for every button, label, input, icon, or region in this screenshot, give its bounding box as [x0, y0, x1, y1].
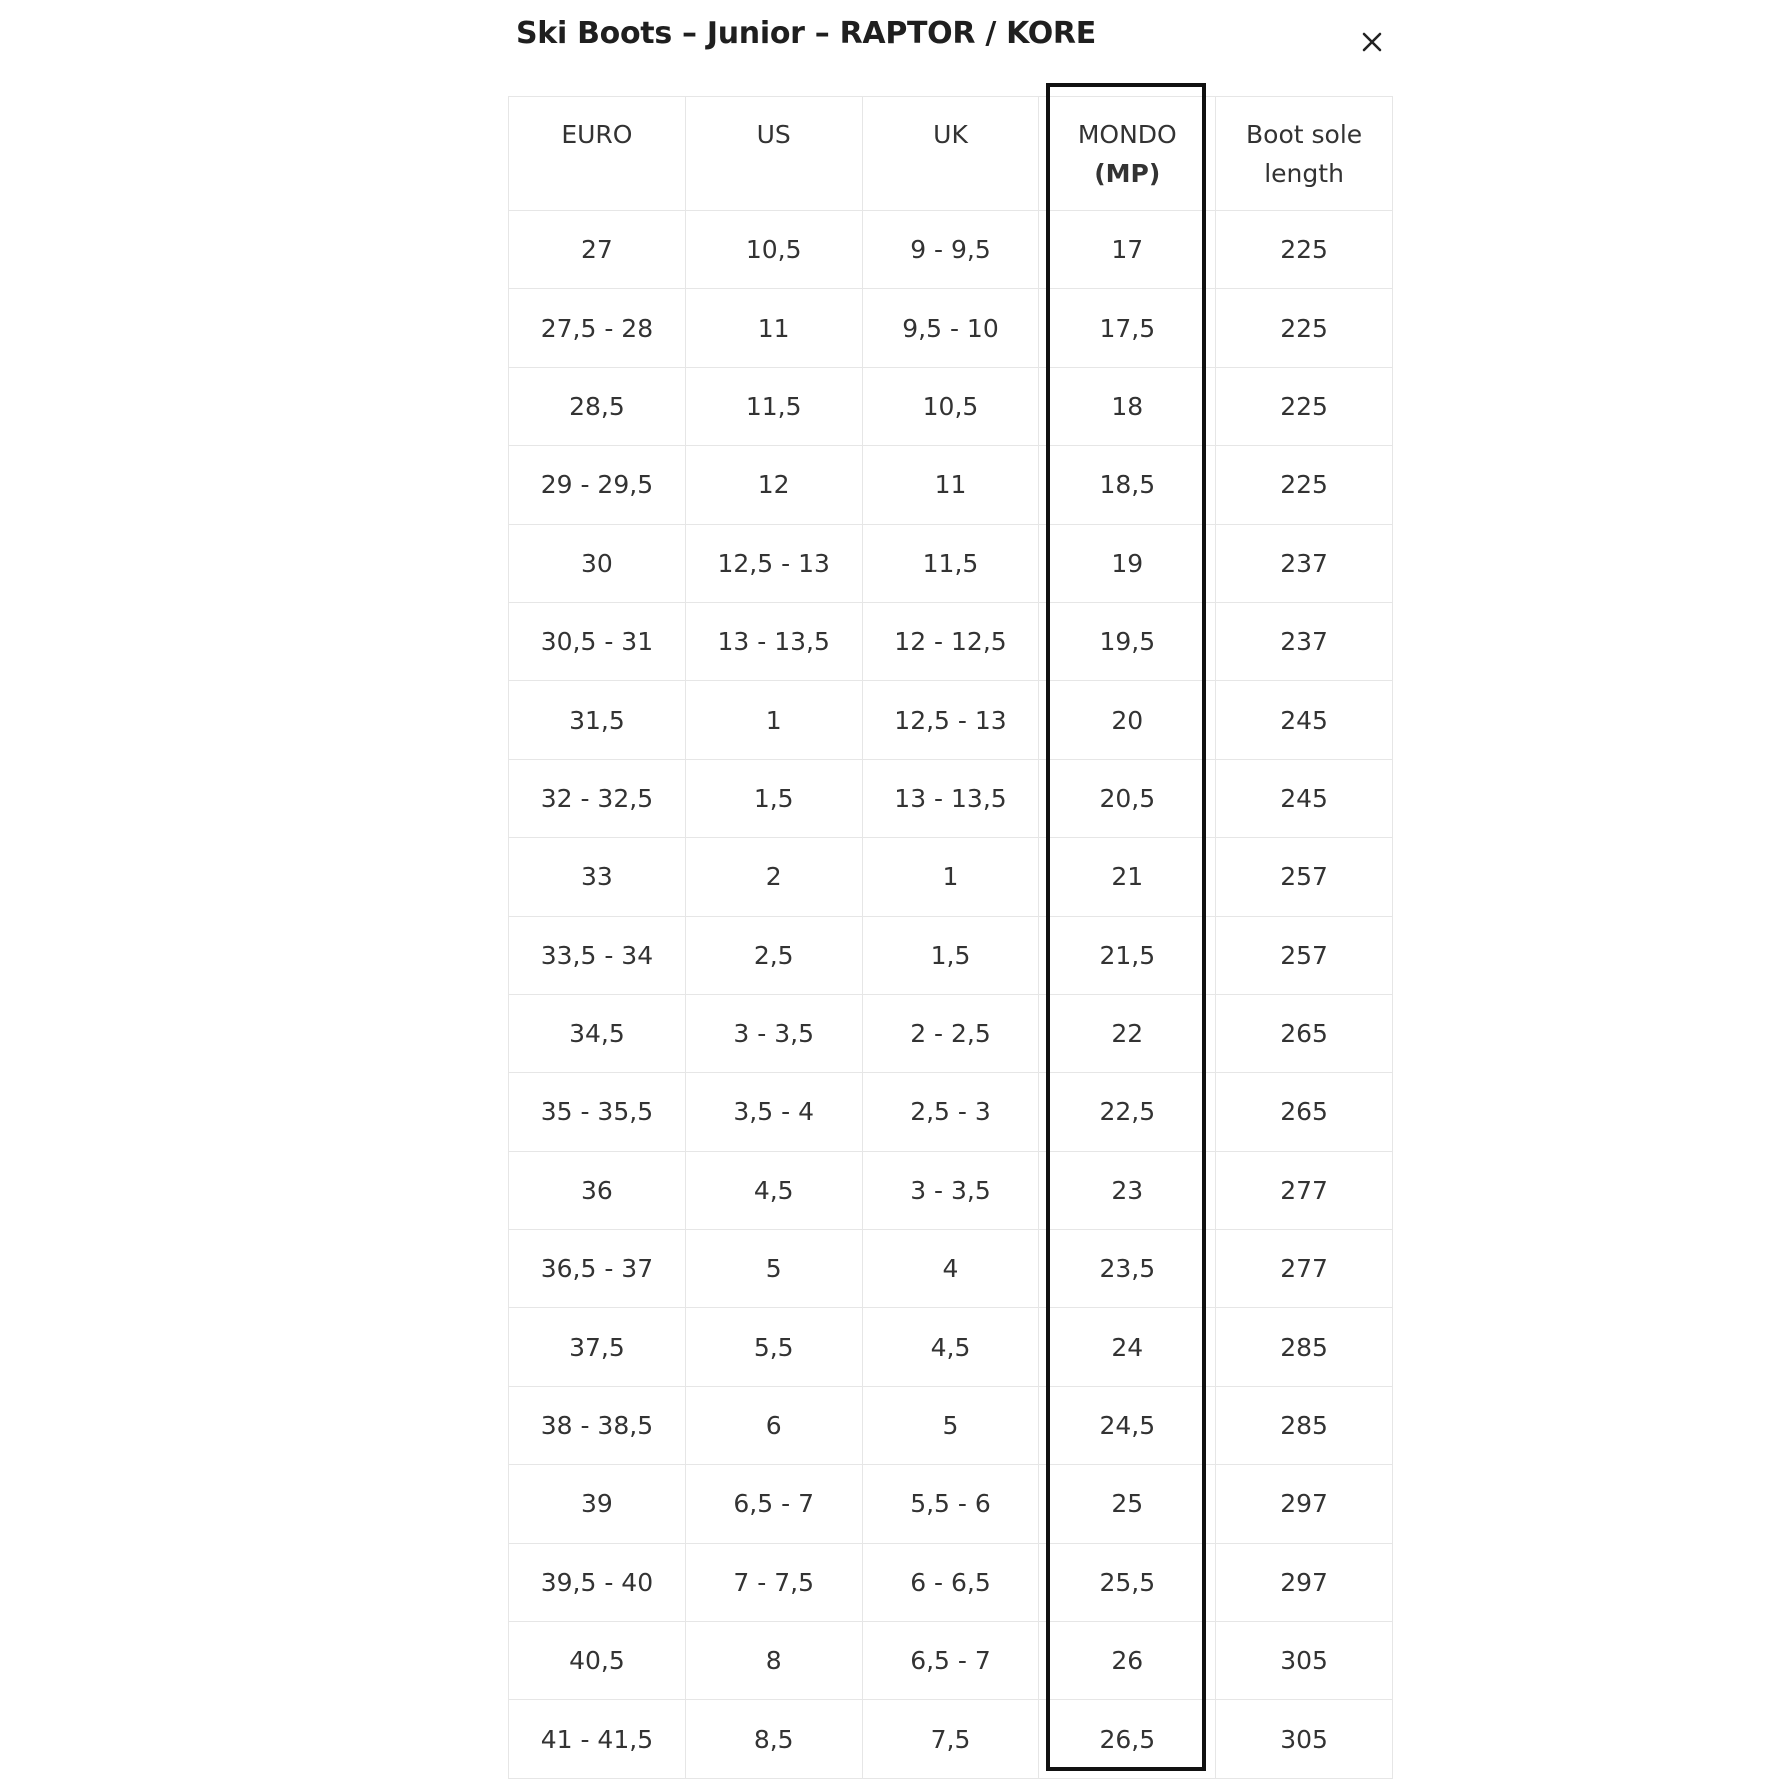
cell-boot-sole-length: 265: [1216, 994, 1393, 1072]
cell-boot-sole-length: 277: [1216, 1151, 1393, 1229]
cell-boot-sole-length: 225: [1216, 367, 1393, 445]
cell-boot-sole-length: 245: [1216, 681, 1393, 759]
cell-euro: 30,5 - 31: [509, 602, 686, 680]
cell-uk: 1,5: [862, 916, 1039, 994]
header-euro: [509, 97, 686, 211]
cell-mondo: 17: [1039, 211, 1216, 289]
header-us-label: US: [756, 120, 791, 149]
cell-uk: 12,5 - 13: [862, 681, 1039, 759]
cell-mondo: 24,5: [1039, 1386, 1216, 1464]
cell-mondo: 25: [1039, 1465, 1216, 1543]
cell-mondo: 19,5: [1039, 602, 1216, 680]
cell-boot-sole-length: 297: [1216, 1543, 1393, 1621]
table-row: [509, 446, 1393, 524]
cell-boot-sole-length: 297: [1216, 1465, 1393, 1543]
cell-us: 10,5: [685, 211, 862, 289]
cell-us: 4,5: [685, 1151, 862, 1229]
cell-us: 2: [685, 838, 862, 916]
cell-uk: 2 - 2,5: [862, 994, 1039, 1072]
cell-mondo: 23,5: [1039, 1230, 1216, 1308]
table-row: [509, 1230, 1393, 1308]
cell-boot-sole-length: 277: [1216, 1230, 1393, 1308]
cell-us: 6: [685, 1386, 862, 1464]
header-mondo-sub: (MP): [1094, 159, 1161, 188]
cell-us: 11,5: [685, 367, 862, 445]
cell-uk: 6,5 - 7: [862, 1622, 1039, 1700]
cell-uk: 13 - 13,5: [862, 759, 1039, 837]
cell-euro: 33: [509, 838, 686, 916]
table-row: [509, 602, 1393, 680]
cell-mondo: 20: [1039, 681, 1216, 759]
cell-uk: 2,5 - 3: [862, 1073, 1039, 1151]
cell-boot-sole-length: 237: [1216, 524, 1393, 602]
cell-mondo: 18,5: [1039, 446, 1216, 524]
table-row: [509, 367, 1393, 445]
cell-us: 12,5 - 13: [685, 524, 862, 602]
cell-euro: 41 - 41,5: [509, 1700, 686, 1778]
cell-us: 3,5 - 4: [685, 1073, 862, 1151]
table-row: [509, 1700, 1393, 1778]
cell-mondo: 22: [1039, 994, 1216, 1072]
cell-us: 1,5: [685, 759, 862, 837]
close-button[interactable]: [1352, 22, 1392, 62]
cell-boot-sole-length: 225: [1216, 211, 1393, 289]
cell-mondo: 25,5: [1039, 1543, 1216, 1621]
cell-boot-sole-length: 305: [1216, 1700, 1393, 1778]
cell-mondo: 17,5: [1039, 289, 1216, 367]
cell-boot-sole-length: 225: [1216, 289, 1393, 367]
cell-mondo: 21,5: [1039, 916, 1216, 994]
table-row: [509, 916, 1393, 994]
cell-us: 7 - 7,5: [685, 1543, 862, 1621]
table-header-row: [509, 97, 1393, 211]
cell-euro: 40,5: [509, 1622, 686, 1700]
table-row: [509, 211, 1393, 289]
header-boot-sole-length: [1216, 97, 1393, 211]
cell-us: 2,5: [685, 916, 862, 994]
header-uk: [862, 97, 1039, 211]
header-uk-label: UK: [933, 120, 968, 149]
cell-uk: 3 - 3,5: [862, 1151, 1039, 1229]
table-row: [509, 1151, 1393, 1229]
cell-boot-sole-length: 245: [1216, 759, 1393, 837]
cell-euro: 39,5 - 40: [509, 1543, 686, 1621]
table-row: [509, 1308, 1393, 1386]
cell-mondo: 23: [1039, 1151, 1216, 1229]
cell-euro: 27,5 - 28: [509, 289, 686, 367]
cell-euro: 28,5: [509, 367, 686, 445]
cell-euro: 36,5 - 37: [509, 1230, 686, 1308]
cell-euro: 39: [509, 1465, 686, 1543]
cell-us: 12: [685, 446, 862, 524]
size-table: [508, 96, 1393, 1779]
cell-mondo: 26,5: [1039, 1700, 1216, 1778]
cell-us: 6,5 - 7: [685, 1465, 862, 1543]
header-mondo-label: MONDO: [1077, 120, 1177, 149]
table-row: [509, 681, 1393, 759]
cell-boot-sole-length: 237: [1216, 602, 1393, 680]
cell-uk: 5: [862, 1386, 1039, 1464]
table-row: [509, 1622, 1393, 1700]
cell-us: 8: [685, 1622, 862, 1700]
cell-uk: 7,5: [862, 1700, 1039, 1778]
cell-uk: 12 - 12,5: [862, 602, 1039, 680]
table-row: [509, 1386, 1393, 1464]
cell-uk: 4: [862, 1230, 1039, 1308]
table-row: [509, 759, 1393, 837]
table-row: [509, 289, 1393, 367]
cell-us: 8,5: [685, 1700, 862, 1778]
cell-boot-sole-length: 225: [1216, 446, 1393, 524]
header-euro-label: EURO: [561, 120, 633, 149]
cell-uk: 11,5: [862, 524, 1039, 602]
modal-title: Ski Boots – Junior – RAPTOR / KORE: [516, 16, 1096, 51]
cell-mondo: 22,5: [1039, 1073, 1216, 1151]
cell-uk: 10,5: [862, 367, 1039, 445]
cell-mondo: 21: [1039, 838, 1216, 916]
table-row: [509, 1073, 1393, 1151]
header-mondo: [1039, 97, 1216, 211]
cell-uk: 6 - 6,5: [862, 1543, 1039, 1621]
table-row: [509, 994, 1393, 1072]
cell-euro: 33,5 - 34: [509, 916, 686, 994]
cell-uk: 5,5 - 6: [862, 1465, 1039, 1543]
header-boot-sole-sub: length: [1264, 159, 1344, 188]
cell-boot-sole-length: 285: [1216, 1308, 1393, 1386]
cell-euro: 27: [509, 211, 686, 289]
header-boot-sole-label: Boot sole: [1246, 120, 1363, 149]
cell-boot-sole-length: 305: [1216, 1622, 1393, 1700]
cell-us: 1: [685, 681, 862, 759]
cell-euro: 31,5: [509, 681, 686, 759]
cell-mondo: 20,5: [1039, 759, 1216, 837]
cell-mondo: 18: [1039, 367, 1216, 445]
cell-uk: 11: [862, 446, 1039, 524]
cell-mondo: 19: [1039, 524, 1216, 602]
cell-euro: 36: [509, 1151, 686, 1229]
cell-boot-sole-length: 257: [1216, 838, 1393, 916]
cell-euro: 37,5: [509, 1308, 686, 1386]
cell-us: 3 - 3,5: [685, 994, 862, 1072]
cell-mondo: 26: [1039, 1622, 1216, 1700]
cell-boot-sole-length: 257: [1216, 916, 1393, 994]
close-icon: [1352, 22, 1392, 62]
cell-euro: 30: [509, 524, 686, 602]
header-us: [685, 97, 862, 211]
cell-mondo: 24: [1039, 1308, 1216, 1386]
cell-boot-sole-length: 265: [1216, 1073, 1393, 1151]
cell-euro: 38 - 38,5: [509, 1386, 686, 1464]
cell-us: 5,5: [685, 1308, 862, 1386]
cell-uk: 9,5 - 10: [862, 289, 1039, 367]
table-row: [509, 1465, 1393, 1543]
cell-boot-sole-length: 285: [1216, 1386, 1393, 1464]
cell-us: 13 - 13,5: [685, 602, 862, 680]
cell-euro: 35 - 35,5: [509, 1073, 686, 1151]
table-row: [509, 838, 1393, 916]
cell-uk: 9 - 9,5: [862, 211, 1039, 289]
cell-euro: 32 - 32,5: [509, 759, 686, 837]
cell-euro: 29 - 29,5: [509, 446, 686, 524]
table-body: [509, 211, 1393, 1779]
table-row: [509, 524, 1393, 602]
cell-uk: 1: [862, 838, 1039, 916]
cell-uk: 4,5: [862, 1308, 1039, 1386]
cell-euro: 34,5: [509, 994, 686, 1072]
table-row: [509, 1543, 1393, 1621]
cell-us: 5: [685, 1230, 862, 1308]
cell-us: 11: [685, 289, 862, 367]
